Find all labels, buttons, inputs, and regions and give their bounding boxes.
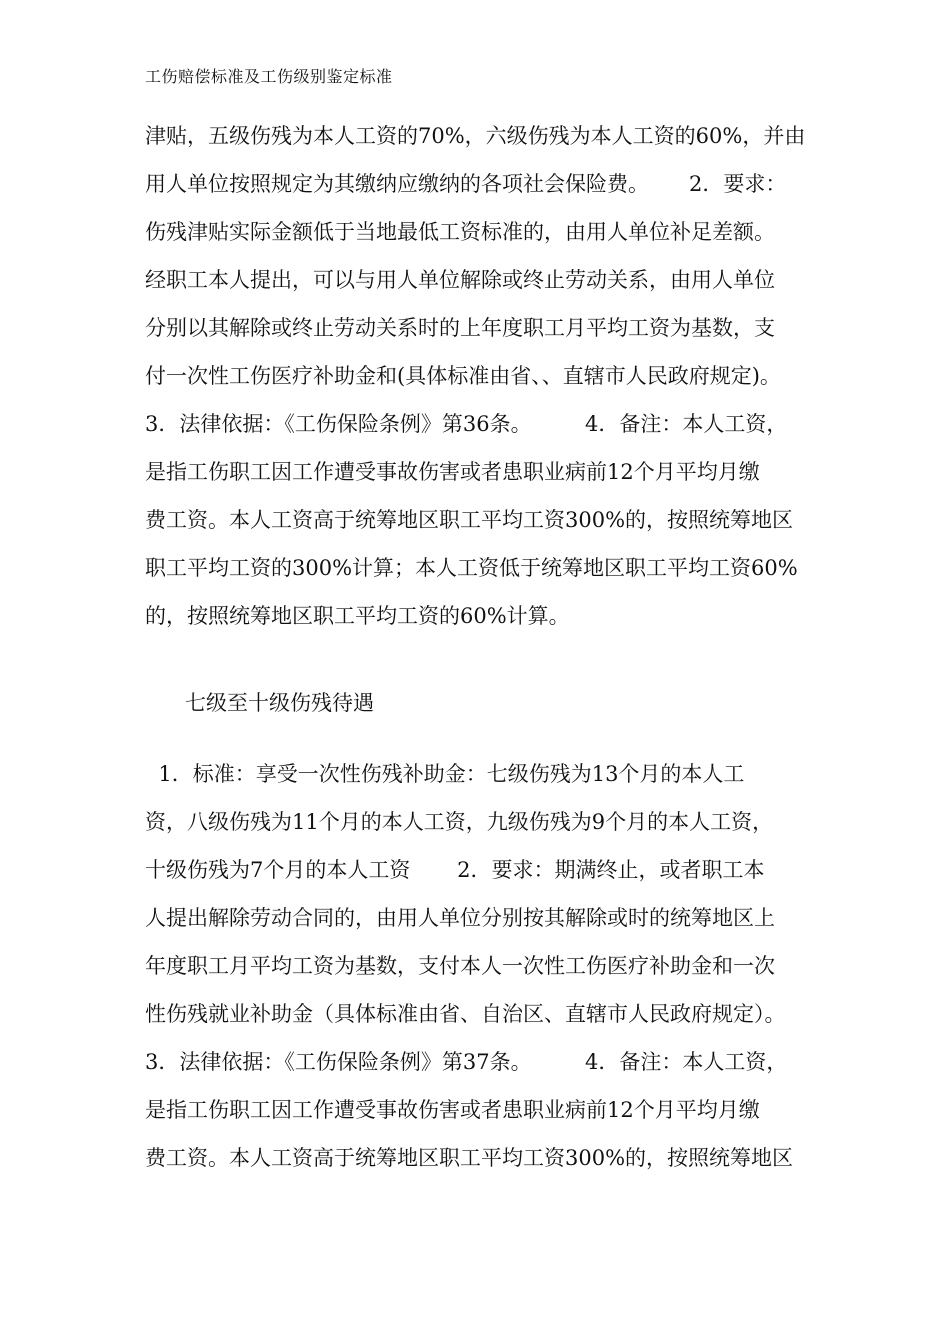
paragraph-grade-7-10-benefits	[145, 750, 815, 1182]
text-line: 3．法律依据：《工伤保险条例》第36条。 4．备注：本人工资，	[145, 412, 788, 436]
text-line: 付一次性工伤医疗补助金和(具体标准由省、、直辖市人民政府规定)。	[145, 364, 781, 388]
text-line: 费工资。本人工资高于统筹地区职工平均工资300%的，按照统筹地区	[145, 1146, 794, 1170]
text-line: 3．法律依据：《工伤保险条例》第37条。 4．备注：本人工资，	[145, 1050, 788, 1074]
running-header: 工伤赔偿标准及工伤级别鉴定标准	[145, 67, 393, 86]
text-line: 用人单位按照规定为其缴纳应缴纳的各项社会保险费。 2．要求：	[145, 172, 787, 196]
text-line: 费工资。本人工资高于统筹地区职工平均工资300%的，按照统筹地区	[145, 508, 794, 532]
text-line: 是指工伤职工因工作遭受事故伤害或者患职业病前12个月平均月缴	[145, 460, 760, 484]
paragraph-disability-allowance	[145, 112, 815, 640]
text-line: 津贴，五级伤残为本人工资的70%，六级伤残为本人工资的60%，并由	[145, 124, 806, 148]
text-line: 年度职工月平均工资为基数，支付本人一次性工伤医疗补助金和一次	[145, 954, 775, 978]
text-line: 资，八级伤残为11个月的本人工资，九级伤残为9个月的本人工资，	[145, 810, 774, 834]
text-line: 职工平均工资的300%计算；本人工资低于统筹地区职工平均工资60%	[145, 556, 798, 580]
text-line: 伤残津贴实际金额低于当地最低工资标准的，由用人单位补足差额。	[145, 220, 775, 244]
text-line: 1．标准：享受一次性伤残补助金：七级伤残为13个月的本人工	[145, 762, 745, 786]
text-line: 是指工伤职工因工作遭受事故伤害或者患职业病前12个月平均月缴	[145, 1098, 760, 1122]
section-heading: 七级至十级伤残待遇	[185, 691, 374, 715]
text-line: 十级伤残为7个月的本人工资 2．要求：期满终止，或者职工本	[145, 858, 765, 882]
text-line: 分别以其解除或终止劳动关系时的上年度职工月平均工资为基数，支	[145, 316, 775, 340]
text-line: 人提出解除劳动合同的，由用人单位分别按其解除或时的统筹地区上	[145, 906, 775, 930]
text-line: 性伤残就业补助金（具体标准由省、自治区、直辖市人民政府规定）。	[145, 1002, 786, 1026]
text-line: 经职工本人提出，可以与用人单位解除或终止劳动关系，由用人单位	[145, 268, 775, 292]
text-line: 的，按照统筹地区职工平均工资的60%计算。	[145, 604, 570, 628]
